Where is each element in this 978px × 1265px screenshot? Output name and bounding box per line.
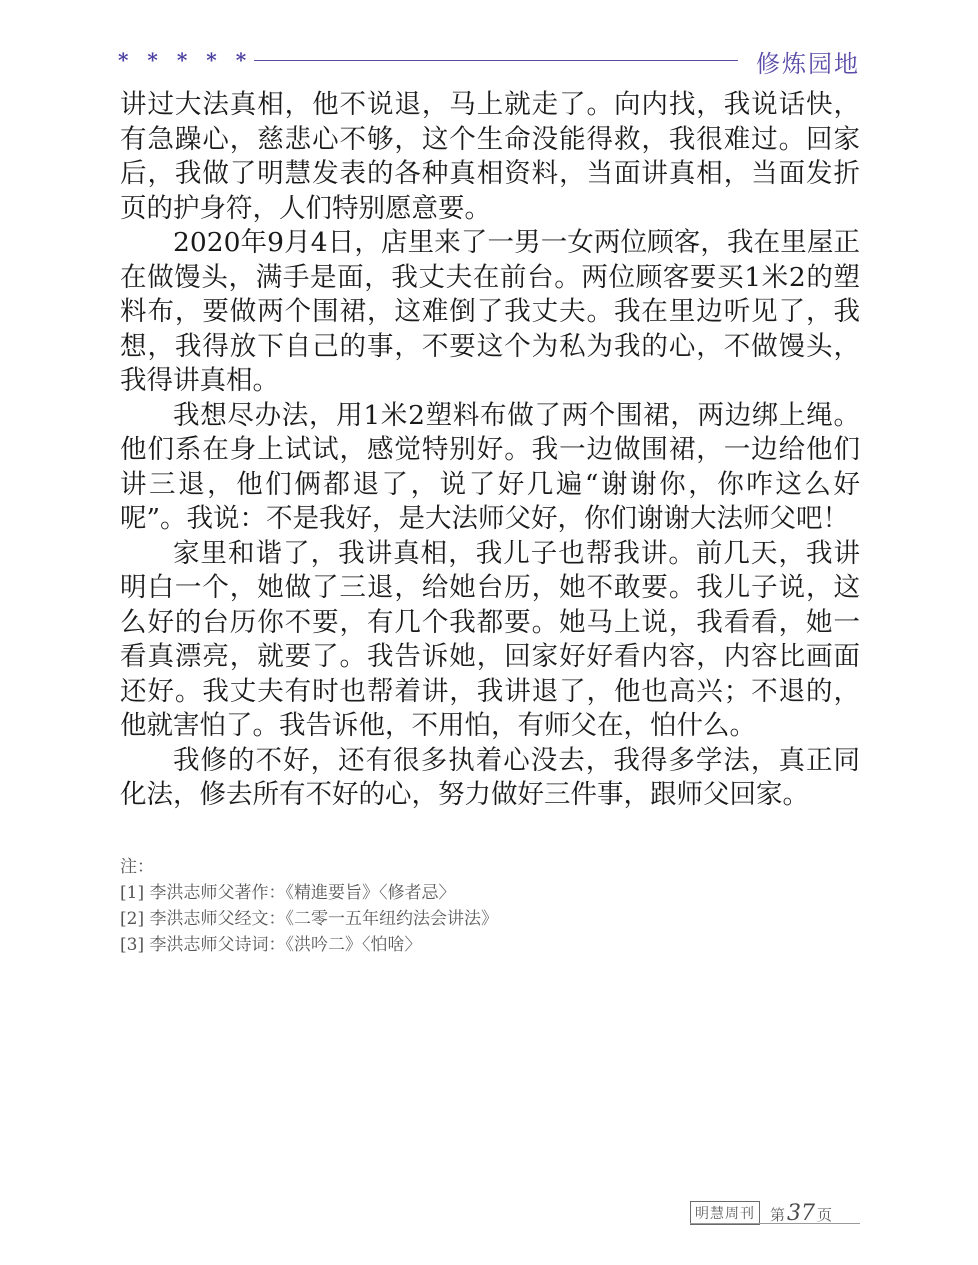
paragraph: 2020年9月4日，店里来了一男一女两位顾客，我在里屋正在做馒头，满手是面，我丈夫在前台。两位顾客要买1米2的塑料布，要做两个围裙，这难倒了我丈夫。我在里边听见了，我想，我得放下自己的事，不要这个为私为我的心，不做馒头，我得讲真相。 [120,227,860,396]
paragraph: 家里和谐了，我讲真相，我儿子也帮我讲。前几天，我讲明白一个，她做了三退，给她台历，她不敢要。我儿子说，这么好的台历你不要，有几个我都要。她马上说，我看看，她一看真漂亮，就要了。我告诉她，回家好好看内容，内容比画面还好。我丈夫有时也帮着讲，我讲退了，他也高兴；不退的，他就害怕了。我告诉他，不用怕，有师父在，怕什么。 [120,537,860,741]
article-body [120,88,860,813]
footnote-item: [1] 李洪志师父著作：《精進要旨》〈修者忌〉 [120,883,456,903]
paragraph: 讲过大法真相，他不说退，马上就走了。向内找，我说话快，有急躁心，慈悲心不够，这个生命没能得救，我很难过。回家后，我做了明慧发表的各种真相资料，当面讲真相，当面发折页的护身符，人们特别愿意要。 [120,89,860,224]
page-number-value: 37 [787,1200,816,1226]
page-prefix: 第 [770,1205,786,1224]
footnote-item: [2] 李洪志师父经文：《二零一五年纽约法会讲法》 [120,909,498,929]
page-number [770,1201,832,1226]
publication-name: 明慧周刊 [690,1201,760,1225]
header-divider [254,60,738,61]
paragraph: 我想尽办法，用1米2塑料布做了两个围裙，两边绑上绳。他们系在身上试试，感觉特别好。我一边做围裙，一边给他们讲三退，他们俩都退了，说了好几遍“谢谢你，你咋这么好呢”。我说：不是我好，是大法师父好，你们谢谢大法师父吧！ [120,399,860,534]
page-footer [690,1202,832,1224]
footnotes [120,854,860,958]
footnotes-title: 注： [120,857,154,877]
page-header [118,44,860,78]
page-suffix: 页 [817,1205,833,1224]
star-ornament: * * * * * [118,48,253,72]
footnote-item: [3] 李洪志师父诗词：《洪吟二》〈怕啥〉 [120,935,422,955]
section-title: 修炼园地 [756,50,860,78]
paragraph: 我修的不好，还有很多执着心没去，我得多学法，真正同化法，修去所有不好的心，努力做好三件事，跟师父回家。 [120,744,860,810]
footer-divider [690,1223,860,1224]
